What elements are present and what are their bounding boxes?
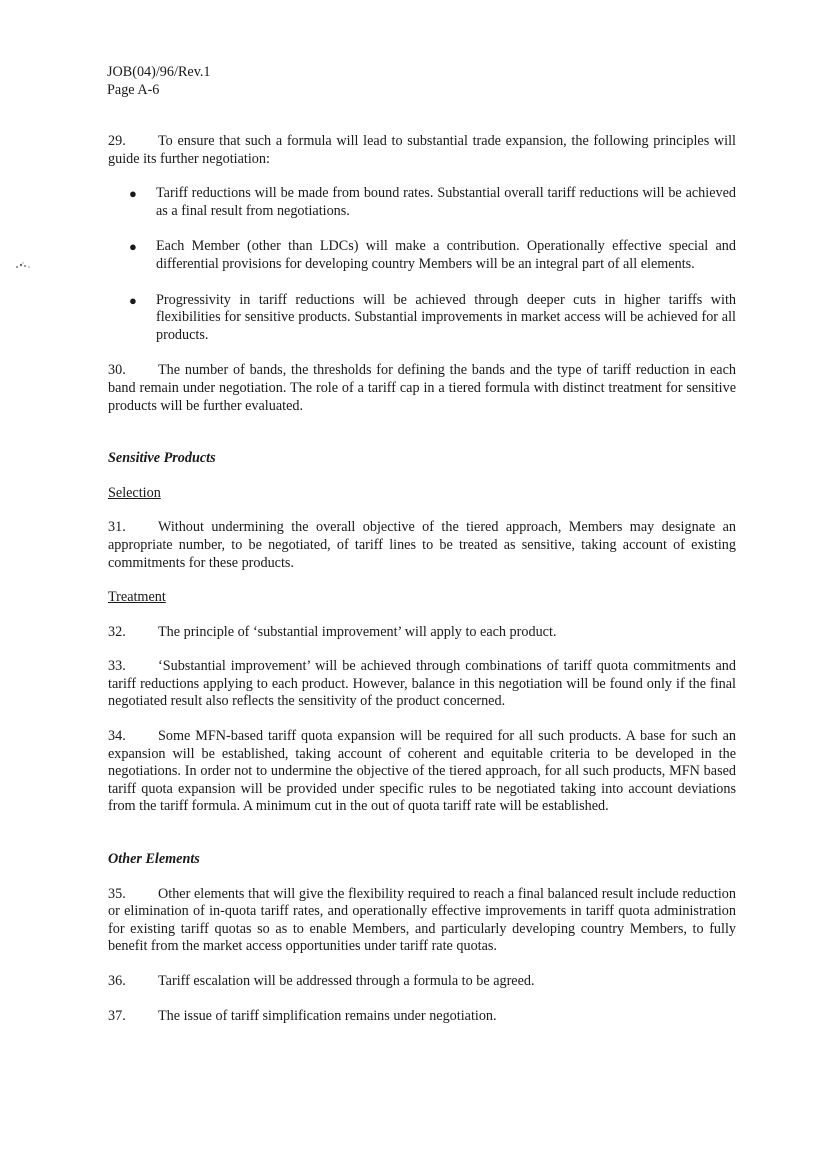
section-heading-other-elements: Other Elements (108, 851, 200, 868)
list-item-text: Each Member (other than LDCs) will make a contribution. Operationally effective special and differential provisions for developing country Members will be an integral part of all elements. (156, 238, 736, 272)
bullet-icon: ● (129, 186, 137, 202)
paragraph-text: The principle of ‘substantial improvement’ will apply to each product. (158, 623, 557, 640)
paragraph-number: 36. (108, 973, 126, 989)
paragraph-number: 33. (108, 658, 126, 675)
paragraph-29 (108, 133, 736, 168)
paragraph-number: 34. (108, 728, 126, 745)
paragraph-number: 30. (108, 362, 126, 379)
paragraph-text: Other elements that will give the flexibility required to reach a final balanced result include reduction or elimination of in-quota tariff rates, and operationally effective improvements in tariff quota administration for existing tariff quotas so as to enable Members, and particularly developing country Members, to fully benefit from the market access opportunities under tariff rate quotas. (108, 885, 736, 955)
paragraph-number: 29. (108, 133, 126, 149)
section-heading-sensitive-products: Sensitive Products (108, 450, 216, 467)
bullet-icon: ● (129, 292, 137, 308)
paragraph-number: 35. (108, 885, 126, 902)
paragraph-text: The issue of tariff simplification remains under negotiation. (158, 1007, 497, 1024)
paragraph-30 (108, 362, 736, 415)
paragraph-33 (108, 658, 736, 711)
paragraph-36 (108, 973, 736, 991)
paragraph-text: ‘Substantial improvement’ will be achieved through combinations of tariff quota commitments and tariff reductions applying to each product. However, balance in this negotiation will be found only if the final negotiated result also reflects the sensitivity of the product concerned. (108, 658, 736, 710)
paragraph-number: 37. (108, 1007, 126, 1024)
document-reference: JOB(04)/96/Rev.1 (107, 64, 211, 80)
page-number: Page A-6 (107, 82, 160, 98)
paragraph-text: Without undermining the overall objective of the tiered approach, Members may designate an appropriate number, to be negotiated, of tariff lines to be treated as sensitive, taking account of existing commitments for these products. (108, 519, 736, 571)
paragraph-number: 31. (108, 519, 126, 536)
paragraph-34 (108, 728, 736, 816)
document-header (107, 63, 211, 99)
list-item (108, 292, 736, 345)
subheading-treatment: Treatment (108, 589, 166, 606)
list-item-text: Tariff reductions will be made from bound rates. Substantial overall tariff reductions will be achieved as a final result from negotiations. (156, 185, 736, 219)
paragraph-text: Tariff escalation will be addressed through a formula to be agreed. (158, 973, 535, 989)
subheading-selection: Selection (108, 484, 161, 501)
bullet-icon: ● (129, 239, 137, 255)
scan-speck (12, 258, 34, 272)
list-item (108, 238, 736, 273)
paragraph-37 (108, 1008, 736, 1026)
paragraph-35 (108, 886, 736, 956)
principles-list (108, 185, 736, 344)
list-item-text: Progressivity in tariff reductions will be achieved through deeper cuts in higher tariffs with flexibilities for sensitive products. Substantial improvements in market access will be achieved for all products. (156, 291, 736, 343)
paragraph-number: 32. (108, 623, 126, 640)
list-item (108, 185, 736, 220)
paragraph-31 (108, 519, 736, 572)
paragraph-32 (108, 624, 736, 642)
document-body (108, 133, 736, 1042)
paragraph-text: Some MFN-based tariff quota expansion will be required for all such products. A base for such an expansion will be established, taking account of coherent and equitable criteria to be developed in the negotiations. In order not to undermine the objective of the tiered approach, for all such products, MFN based tariff quota expansion will be provided under specific rules to be negotiated taking into account deviations from the tariff formula. A minimum cut in the out of quota tariff rate will be established. (108, 728, 736, 815)
paragraph-text: The number of bands, the thresholds for defining the bands and the type of tariff reduction in each band remain under negotiation. The role of a tariff cap in a tiered formula with distinct treatment for sensitive products will be further evaluated. (108, 362, 736, 414)
paragraph-text: To ensure that such a formula will lead to substantial trade expansion, the following principles will guide its further negotiation: (108, 133, 736, 167)
